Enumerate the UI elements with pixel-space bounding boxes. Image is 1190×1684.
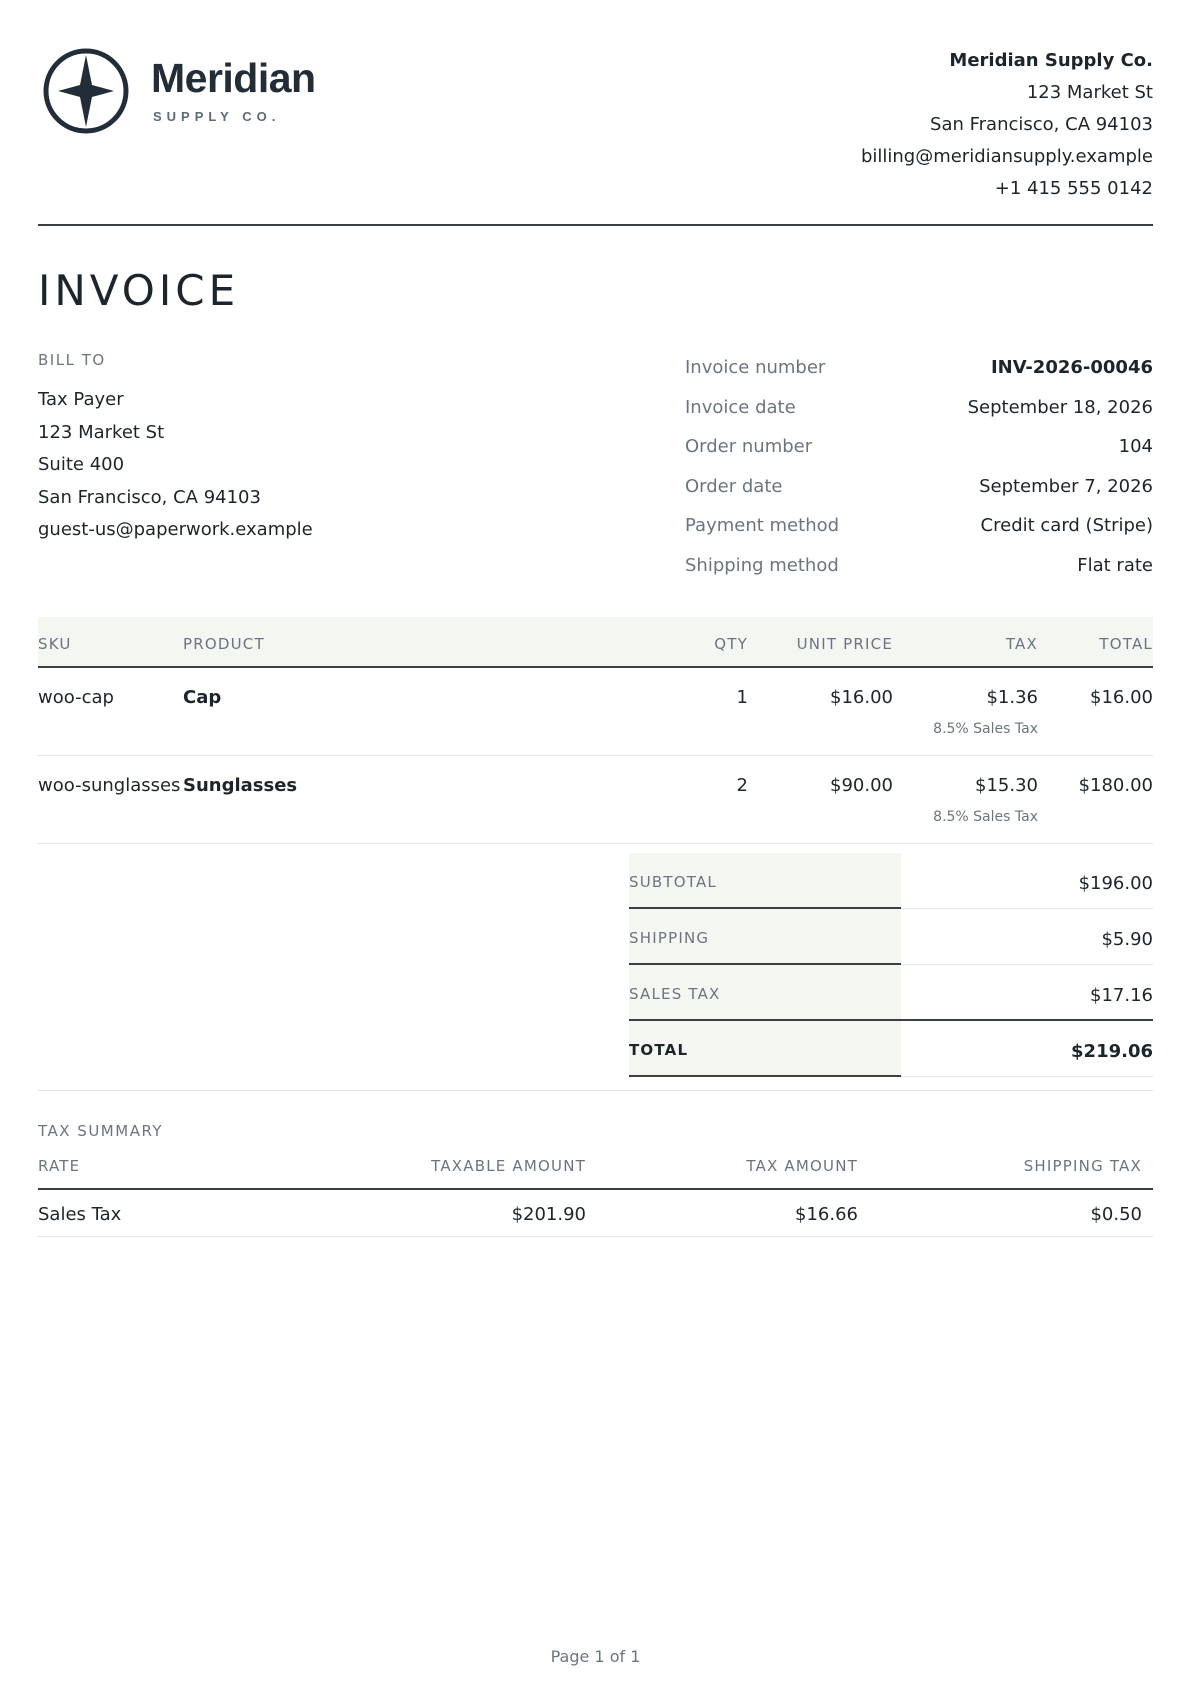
col-spacer xyxy=(1142,1189,1153,1236)
meta-row xyxy=(685,546,1153,586)
item-tax-note: 8.5% Sales Tax xyxy=(933,808,1038,825)
shipping-label: SHIPPING xyxy=(629,909,901,965)
compass-star-icon xyxy=(42,47,130,135)
shipping-row xyxy=(629,909,1153,965)
sales-tax-label: SALES TAX xyxy=(629,965,901,1021)
item-product: Sunglasses xyxy=(183,755,668,843)
company-logo xyxy=(42,47,342,137)
col-header-rate: RATE xyxy=(38,1157,310,1189)
subtotal-row xyxy=(629,853,1153,909)
bill-to-line: guest-us@paperwork.example xyxy=(38,519,313,540)
invoice-meta xyxy=(685,348,1153,585)
meta-row xyxy=(685,348,1153,388)
company-email: billing@meridiansupply.example xyxy=(860,146,1153,167)
item-unit-price: $16.00 xyxy=(748,667,893,755)
logo-wordmark: Meridian xyxy=(151,55,316,101)
meta-row xyxy=(685,467,1153,507)
item-total: $180.00 xyxy=(1038,755,1153,843)
item-qty: 2 xyxy=(668,755,748,843)
meta-value: September 7, 2026 xyxy=(979,475,1153,497)
totals-table xyxy=(629,853,1153,1077)
company-street: 123 Market St xyxy=(1026,82,1153,103)
col-header-tax: TAX xyxy=(893,617,1038,667)
company-city: San Francisco, CA 94103 xyxy=(930,114,1153,135)
bill-to-line: San Francisco, CA 94103 xyxy=(38,486,261,508)
bill-to-line: Tax Payer xyxy=(38,389,124,410)
col-header-taxable-amount: TAXABLE AMOUNT xyxy=(310,1157,586,1189)
meta-row xyxy=(685,388,1153,428)
totals-section xyxy=(38,853,1153,1091)
bill-to-line: Suite 400 xyxy=(38,454,125,475)
col-header-sku: SKU xyxy=(38,617,183,667)
meta-label: Order number xyxy=(685,436,813,457)
item-tax-cell xyxy=(893,667,1038,755)
subtotal-value: $196.00 xyxy=(1078,873,1153,894)
col-header-qty: QTY xyxy=(668,617,748,667)
meta-value: Credit card (Stripe) xyxy=(980,515,1153,536)
item-qty: 1 xyxy=(668,667,748,755)
meta-value: Flat rate xyxy=(1077,554,1153,576)
item-product: Cap xyxy=(183,667,668,755)
item-tax-note: 8.5% Sales Tax xyxy=(933,721,1038,737)
company-phone: +1 415 555 0142 xyxy=(994,178,1153,199)
tax-rate-name: Sales Tax xyxy=(38,1189,310,1236)
meta-row xyxy=(685,427,1153,467)
table-row xyxy=(38,755,1153,843)
grand-total-label: TOTAL xyxy=(629,1021,901,1077)
col-header-shipping-tax: SHIPPING TAX xyxy=(858,1157,1142,1189)
item-sku: woo-sunglasses xyxy=(38,755,183,843)
meta-value: September 18, 2026 xyxy=(967,396,1153,418)
invoice-header xyxy=(38,0,1153,226)
item-tax: $1.36 xyxy=(986,687,1038,708)
col-header-total: TOTAL xyxy=(1038,617,1153,667)
page-number: Page 1 of 1 xyxy=(550,1647,641,1666)
shipping-tax: $0.50 xyxy=(858,1189,1142,1236)
shipping-value: $5.90 xyxy=(1101,929,1153,950)
meta-label: Payment method xyxy=(685,515,840,536)
grand-total-value: $219.06 xyxy=(1071,1041,1153,1062)
sales-tax-value: $17.16 xyxy=(1090,985,1153,1006)
col-spacer xyxy=(1142,1157,1153,1189)
tax-summary-table xyxy=(38,1157,1153,1237)
item-total: $16.00 xyxy=(1038,667,1153,755)
item-unit-price: $90.00 xyxy=(748,755,893,843)
meta-row xyxy=(685,506,1153,546)
meta-value: INV-2026-00046 xyxy=(990,357,1153,378)
grand-total-row xyxy=(629,1021,1153,1077)
line-items-table xyxy=(38,617,1153,844)
table-header-row xyxy=(38,1157,1153,1189)
logo-tagline: SUPPLY CO. xyxy=(153,109,281,124)
subtotal-label: SUBTOTAL xyxy=(629,853,901,909)
bill-to-section xyxy=(38,350,638,547)
company-address xyxy=(861,46,1153,206)
company-name: Meridian Supply Co. xyxy=(949,50,1153,71)
item-sku: woo-cap xyxy=(38,667,183,755)
col-header-product: PRODUCT xyxy=(183,617,668,667)
tax-amount: $16.66 xyxy=(586,1189,858,1236)
meta-label: Invoice date xyxy=(685,396,796,418)
taxable-amount: $201.90 xyxy=(310,1189,586,1236)
tax-summary-label: TAX SUMMARY xyxy=(38,1122,164,1140)
table-row xyxy=(38,1189,1153,1236)
meta-value: 104 xyxy=(1118,436,1153,457)
item-tax: $15.30 xyxy=(975,774,1038,796)
table-row xyxy=(38,667,1153,755)
sales-tax-row xyxy=(629,965,1153,1021)
page-title: INVOICE xyxy=(38,266,240,315)
bill-to-line: 123 Market St xyxy=(38,421,165,443)
col-header-unit-price: UNIT PRICE xyxy=(748,617,893,667)
tax-summary-section xyxy=(38,1121,1153,1237)
col-header-tax-amount: TAX AMOUNT xyxy=(586,1157,858,1189)
meta-label: Order date xyxy=(685,475,783,497)
item-tax-cell xyxy=(893,755,1038,843)
meta-label: Invoice number xyxy=(685,357,826,378)
meta-label: Shipping method xyxy=(685,554,839,576)
invoice-page xyxy=(38,0,1153,1684)
table-header-row xyxy=(38,617,1153,667)
bill-to-label: BILL TO xyxy=(38,351,106,369)
